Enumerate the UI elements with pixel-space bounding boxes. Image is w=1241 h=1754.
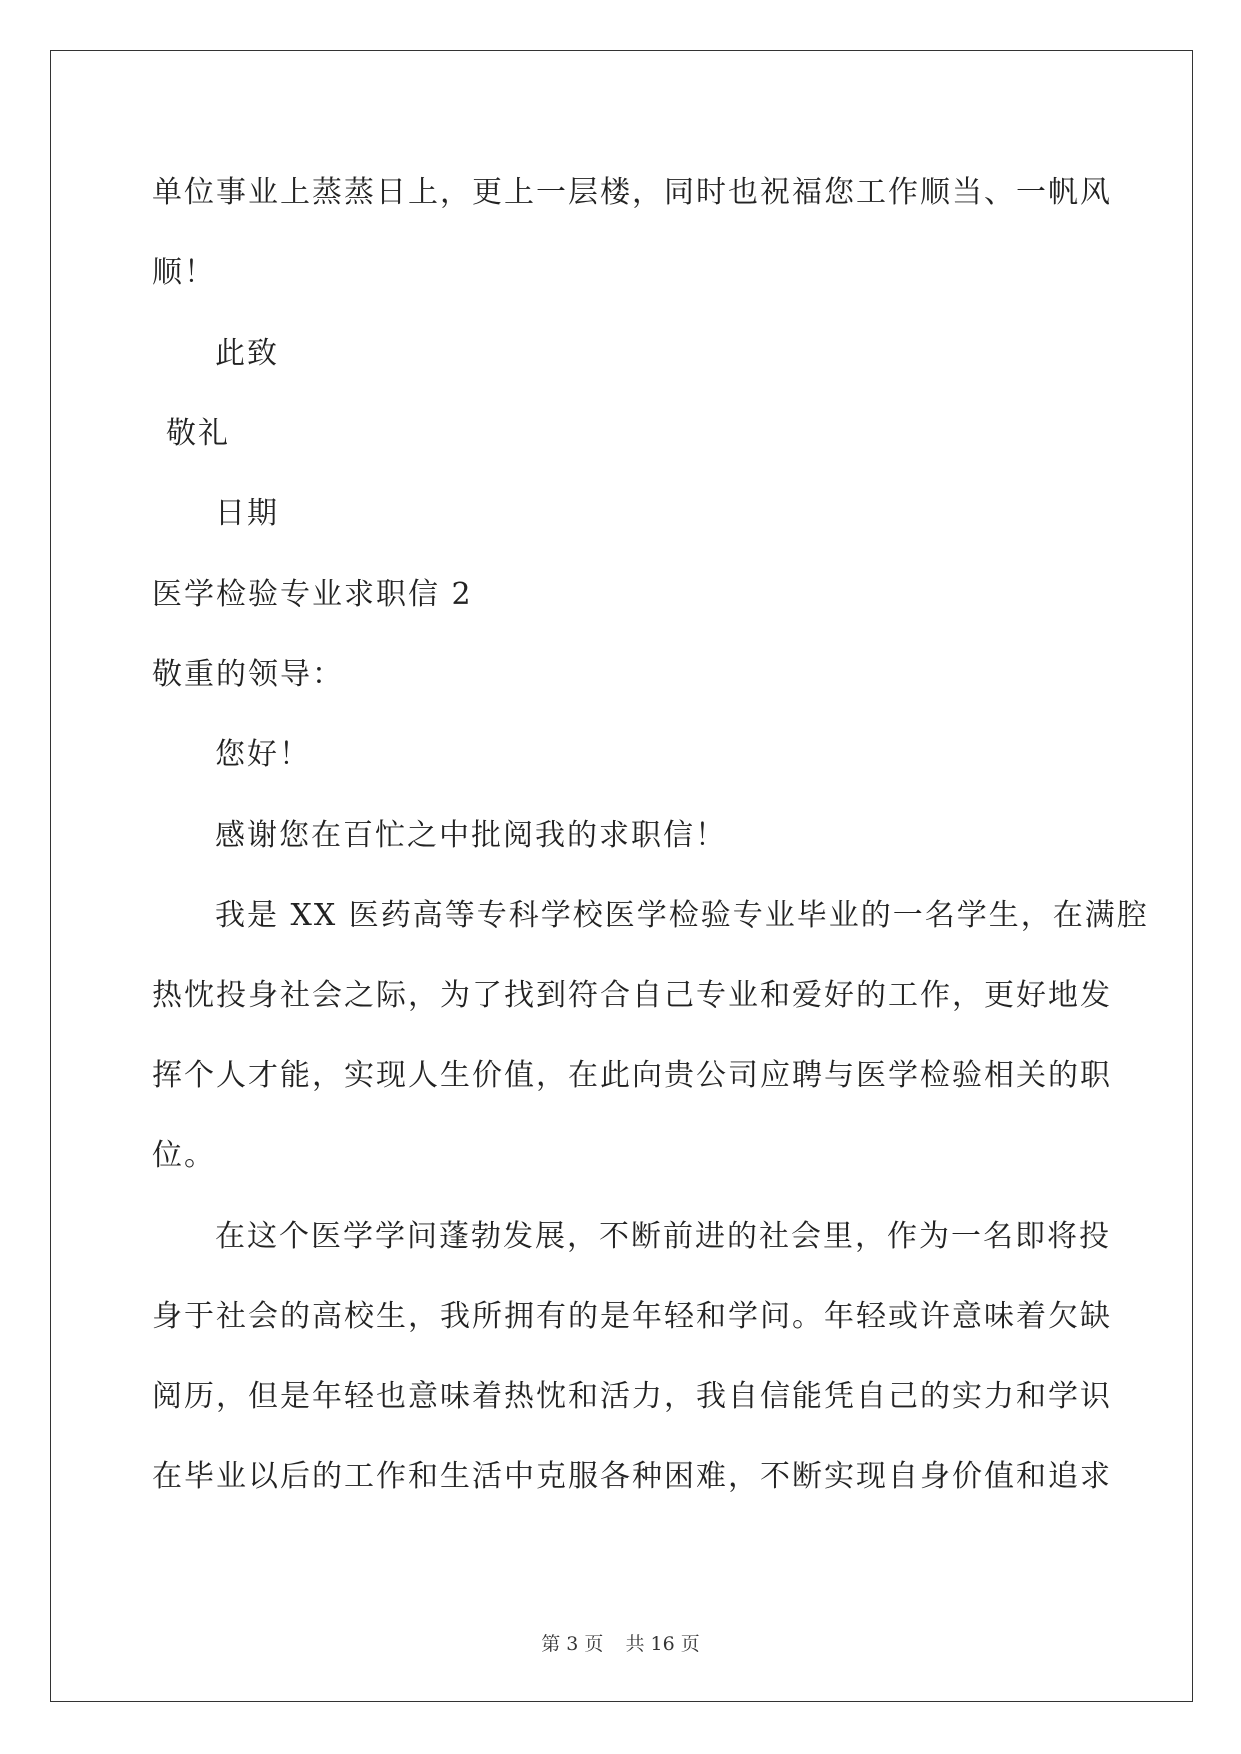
section-title: 医学检验专业求职信 2 [152, 577, 473, 612]
closing-regards: 敬礼 [166, 416, 230, 451]
text-line: 在这个医学学问蓬勃发展，不断前进的社会里，作为一名即将投 [215, 1219, 1111, 1254]
text-line: 顺！ [152, 255, 216, 290]
page-border [50, 50, 1193, 1702]
page-total: 共 16 页 [625, 1633, 700, 1655]
text-line: 我是 XX 医药高等专科学校医学检验专业毕业的一名学生，在满腔 [215, 898, 1149, 933]
page-footer [0, 1632, 1241, 1656]
text-line: 阅历，但是年轻也意味着热忱和活力，我自信能凭自己的实力和学识 [152, 1379, 1112, 1414]
text-line: 感谢您在百忙之中批阅我的求职信！ [215, 818, 727, 853]
page-number: 第 3 页 [541, 1633, 604, 1655]
text-line: 单位事业上蒸蒸日上，更上一层楼，同时也祝福您工作顺当、一帆风 [152, 175, 1112, 210]
salutation: 敬重的领导： [152, 657, 344, 692]
text-line: 在毕业以后的工作和生活中克服各种困难，不断实现自身价值和追求 [152, 1459, 1112, 1494]
text-line: 位。 [152, 1138, 216, 1173]
text-line: 挥个人才能，实现人生价值，在此向贵公司应聘与医学检验相关的职 [152, 1058, 1112, 1093]
text-line: 热忱投身社会之际，为了找到符合自己专业和爱好的工作，更好地发 [152, 978, 1112, 1013]
closing-salutation: 此致 [215, 336, 279, 371]
date-label: 日期 [215, 496, 279, 531]
greeting: 您好！ [215, 737, 311, 772]
text-line: 身于社会的高校生，我所拥有的是年轻和学问。年轻或许意味着欠缺 [152, 1299, 1112, 1334]
